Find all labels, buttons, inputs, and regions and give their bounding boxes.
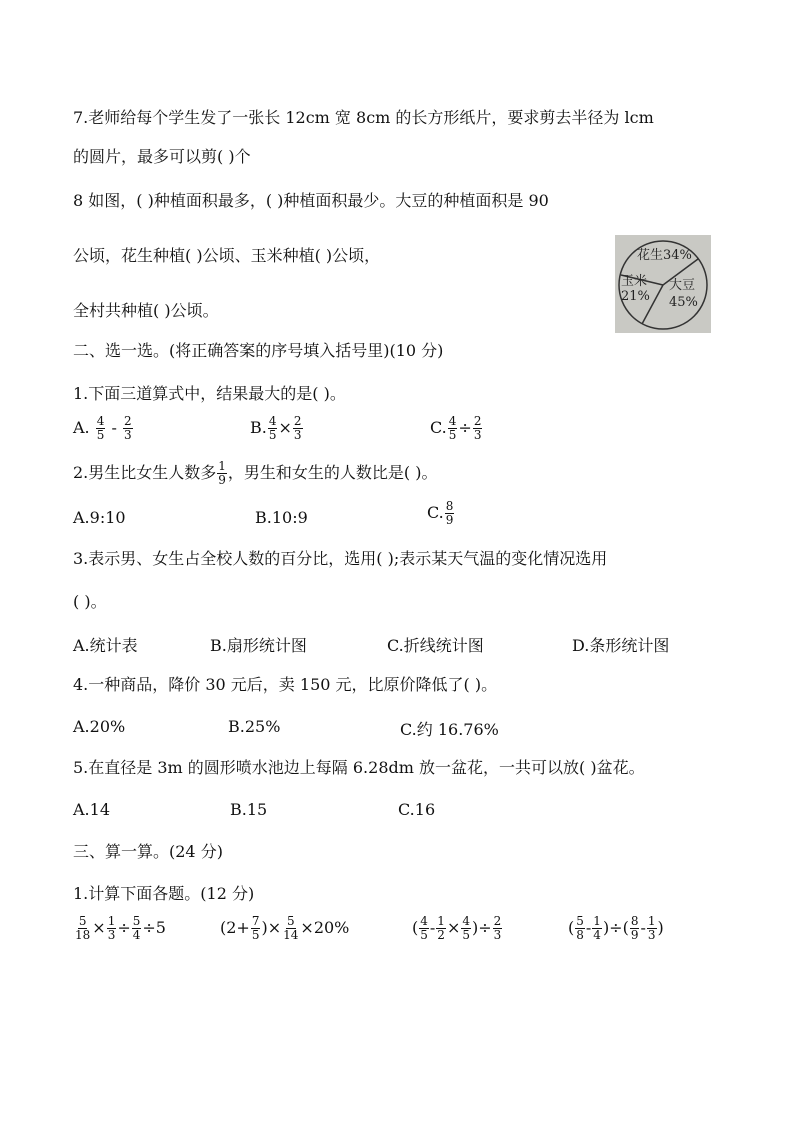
s2-q1-option-c: C. $\frac{4}{5}$ ÷ $\frac{2}{3}$ — [430, 414, 482, 442]
section3-title: 三、算一算。(24 分) — [73, 842, 223, 861]
s3-expressions — [0, 915, 794, 949]
s2-q4-option-b: B.25% — [228, 717, 281, 736]
s2-q2-option-a: A.9:10 — [73, 508, 126, 527]
s2-q2-text: 2.男生比女生人数多 $\frac{1}{9}$ ，男生和女生的人数比是( )。 — [73, 459, 438, 487]
section2-title: 二、选一选。(将正确答案的序号填入括号里)(10 分) — [73, 341, 444, 360]
s2-q1-text: 1.下面三道算式中，结果最大的是( )。 — [73, 384, 346, 403]
s2-q4-text: 4.一种商品，降价 30 元后，卖 150 元，比原价降低了( )。 — [73, 675, 498, 694]
s2-q4-options — [0, 717, 794, 751]
s2-q5-option-a: A.14 — [73, 800, 110, 819]
s3-expression-1: $\frac{5}{18}$ × $\frac{1}{3}$ ÷ $\frac{5}{4}$ ÷5 — [75, 914, 166, 942]
s2-q3-option-b: B.扇形统计图 — [210, 636, 307, 655]
q7-line2: 的圆片，最多可以剪( )个 — [73, 147, 251, 166]
s3-expression-4: ( $\frac{5}{8}$ - $\frac{1}{4}$ )÷( $\frac{8}{9}$ - $\frac{1}{3}$ ) — [568, 914, 664, 942]
s2-q3-option-d: D.条形统计图 — [572, 636, 670, 655]
s2-q3-option-a: A.统计表 — [73, 636, 138, 655]
q7-line1: 7.老师给每个学生发了一张长 12cm 宽 8cm 的长方形纸片，要求剪去半径为 lcm — [73, 108, 654, 127]
s2-q3-option-c: C.折线统计图 — [387, 636, 484, 655]
q8-line2: 公顷，花生种植( )公顷、玉米种植( )公顷， — [73, 246, 381, 265]
s3-expression-3: ( $\frac{4}{5}$ - $\frac{1}{2}$ × $\frac{4}{5}$ )÷ $\frac{2}{3}$ — [412, 914, 502, 942]
pie-label-peanut: 花生34% — [637, 248, 692, 263]
q8-line1: 8 如图，( )种植面积最多，( )种植面积最少。大豆的种植面积是 90 — [73, 191, 549, 210]
pie-label-corn-name: 玉米 — [621, 274, 648, 289]
s2-q3-line1: 3.表示男、女生占全校人数的百分比，选用( );表示某天气温的变化情况选用 — [73, 549, 608, 568]
s2-q1-option-a: A. $\frac{4}{5}$ - $\frac{2}{3}$ — [73, 414, 132, 442]
s2-q1-option-b: B. $\frac{4}{5}$ × $\frac{2}{3}$ — [250, 414, 302, 442]
s2-q5-option-b: B.15 — [230, 800, 268, 819]
s2-q2-option-b: B.10:9 — [255, 508, 308, 527]
s2-q2-options — [0, 500, 794, 534]
s2-q5-text: 5.在直径是 3m 的圆形喷水池边上每隔 6.28dm 放一盆花，一共可以放( )盆花。 — [73, 758, 645, 777]
s2-q5-options — [0, 800, 794, 834]
s2-q2-option-c: C. $\frac{8}{9}$ — [427, 499, 454, 527]
s2-q4-option-c: C.约 16.76% — [400, 720, 499, 739]
s2-q4-option-a: A.20% — [73, 717, 126, 736]
s3-expression-2: (2+ $\frac{7}{5}$ )× $\frac{5}{14}$ ×20% — [220, 914, 350, 942]
s2-q5-option-c: C.16 — [398, 800, 436, 819]
q8-line3: 全村共种植( )公顷。 — [73, 301, 219, 320]
pie-label-corn-pct: 21% — [621, 289, 650, 304]
pie-chart — [615, 235, 711, 333]
s2-q3-options — [0, 633, 794, 667]
pie-label-soy-pct: 45% — [669, 295, 698, 310]
s2-q1-options — [0, 415, 794, 449]
s2-q3-line2: ( )。 — [73, 592, 107, 611]
s3-q1-title: 1.计算下面各题。(12 分) — [73, 884, 255, 903]
pie-label-soy-name: 大豆 — [669, 278, 696, 293]
